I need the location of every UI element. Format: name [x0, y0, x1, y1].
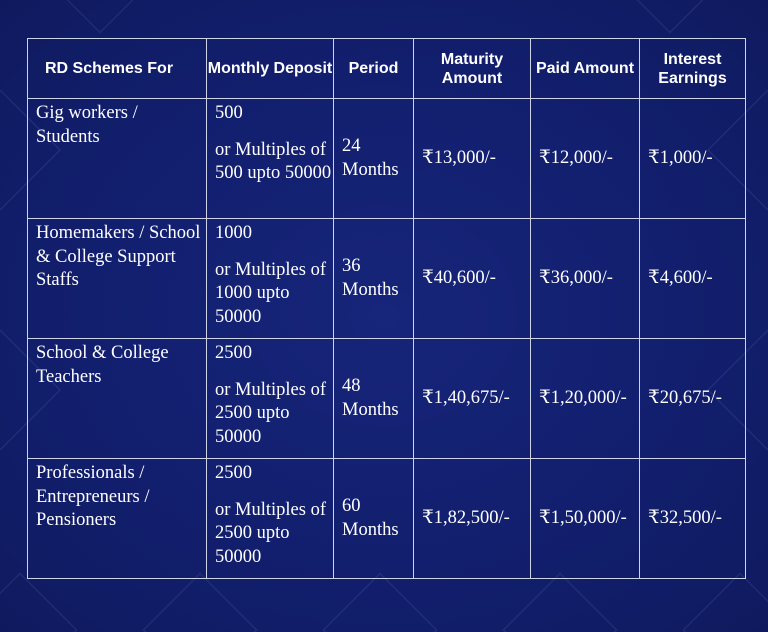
table-header-row — [28, 39, 746, 99]
scheme-cell: Gig workers / Students — [28, 99, 207, 219]
paid-cell: ₹1,20,000/- — [531, 339, 640, 459]
deposit-cell — [207, 339, 334, 459]
header-scheme: RD Schemes For — [28, 39, 207, 99]
maturity-cell: ₹1,82,500/- — [414, 459, 531, 579]
deposit-cell — [207, 219, 334, 339]
scheme-cell: School & College Teachers — [28, 339, 207, 459]
interest-cell: ₹32,500/- — [640, 459, 746, 579]
maturity-cell: ₹1,40,675/- — [414, 339, 531, 459]
interest-cell: ₹20,675/- — [640, 339, 746, 459]
scheme-cell: Professionals / Entrepreneurs / Pensioners — [28, 459, 207, 579]
deposit-minimum: 2500 — [215, 463, 252, 483]
header-interest-earnings: Interest Earnings — [640, 39, 746, 99]
header-period: Period — [334, 39, 414, 99]
deposit-cell — [207, 459, 334, 579]
header-monthly-deposit: Monthly Deposit — [207, 39, 334, 99]
period-cell: 36 Months — [334, 219, 414, 339]
header-paid-amount: Paid Amount — [531, 39, 640, 99]
period-cell: 60 Months — [334, 459, 414, 579]
maturity-cell: ₹40,600/- — [414, 219, 531, 339]
maturity-cell: ₹13,000/- — [414, 99, 531, 219]
deposit-multiples: or Multiples of 2500 upto 50000 — [215, 379, 326, 447]
paid-cell: ₹12,000/- — [531, 99, 640, 219]
rd-schemes-table — [27, 38, 746, 579]
deposit-minimum: 500 — [215, 103, 243, 123]
table-row — [28, 219, 746, 339]
deposit-multiples: or Multiples of 500 upto 50000 — [215, 139, 332, 183]
interest-cell: ₹4,600/- — [640, 219, 746, 339]
table-row — [28, 339, 746, 459]
deposit-multiples: or Multiples of 2500 upto 50000 — [215, 499, 326, 567]
deposit-multiples: or Multiples of 1000 upto 50000 — [215, 259, 326, 327]
period-cell: 24 Months — [334, 99, 414, 219]
table-row — [28, 459, 746, 579]
paid-cell: ₹36,000/- — [531, 219, 640, 339]
deposit-cell — [207, 99, 334, 219]
interest-cell: ₹1,000/- — [640, 99, 746, 219]
scheme-cell: Homemakers / School & College Support Staffs — [28, 219, 207, 339]
table-row — [28, 99, 746, 219]
header-maturity-amount: Maturity Amount — [414, 39, 531, 99]
deposit-minimum: 2500 — [215, 343, 252, 363]
paid-cell: ₹1,50,000/- — [531, 459, 640, 579]
period-cell: 48 Months — [334, 339, 414, 459]
deposit-minimum: 1000 — [215, 223, 252, 243]
